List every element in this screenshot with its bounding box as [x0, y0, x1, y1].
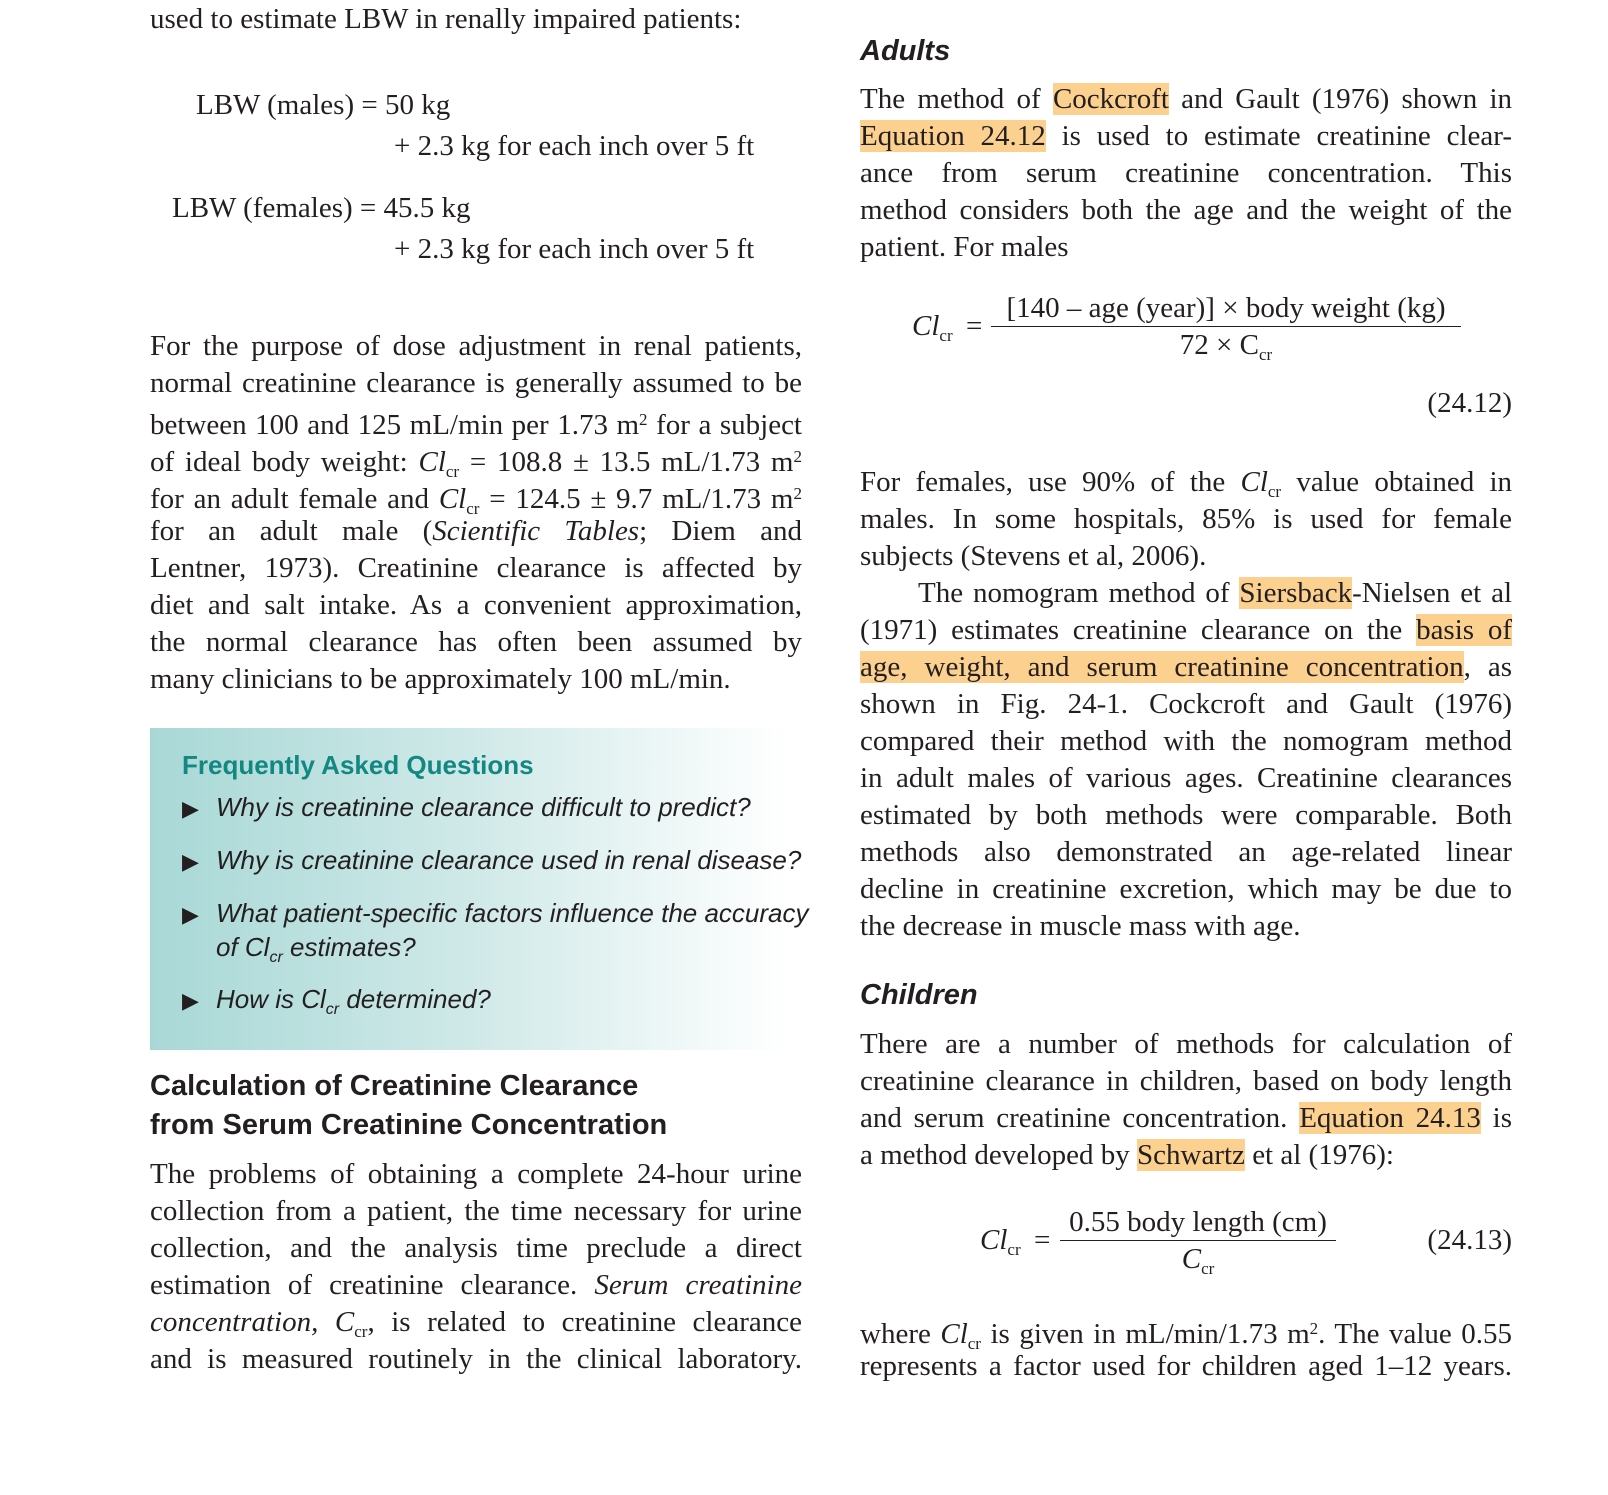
faq-box	[150, 728, 809, 1050]
lbw-females-equation: LBW (females) = 45.5 kg	[172, 192, 471, 224]
faq-question: ▶ What patient-specific factors influence the accuracy	[182, 896, 809, 932]
intro-line: used to estimate LBW in renally impaired patients:	[150, 3, 742, 35]
faq-question: ▶ How is $Cl_{cr}$ determined?	[182, 984, 491, 1018]
section-heading: from Serum Creatinine Concentration	[150, 1109, 668, 1141]
triangle-bullet-icon: ▶	[182, 849, 199, 874]
highlight: basis of	[1416, 614, 1512, 646]
section-heading: Calculation of Creatinine Clearance	[150, 1070, 639, 1102]
highlight: Siersback	[1239, 577, 1353, 609]
highlight: Cockcroft	[1052, 83, 1169, 115]
faq-question: ▶ Why is creatinine clearance difficult to predict?	[182, 790, 751, 826]
triangle-bullet-icon: ▶	[182, 902, 199, 927]
faq-question: ▶ Why is creatinine clearance used in renal disease?	[182, 843, 801, 879]
highlight: Equation 24.12	[860, 120, 1046, 152]
faq-question-continuation: of $Cl_{cr}$ estimates?	[216, 932, 416, 966]
equation-number: (24.13)	[1427, 1224, 1512, 1256]
lbw-males-addition: + 2.3 kg for each inch over 5 ft	[394, 130, 755, 162]
lbw-males-equation: LBW (males) = 50 kg	[196, 89, 451, 121]
highlight: Equation 24.13	[1299, 1102, 1481, 1134]
lbw-females-addition: + 2.3 kg for each inch over 5 ft	[394, 233, 755, 265]
children-heading: Children	[860, 979, 978, 1011]
triangle-bullet-icon: ▶	[182, 988, 199, 1013]
triangle-bullet-icon: ▶	[182, 796, 199, 821]
highlight: age, weight, and serum creatinine concentration	[860, 651, 1464, 683]
equation-number: (24.12)	[1427, 387, 1512, 419]
highlight: Schwartz	[1137, 1139, 1245, 1171]
adults-heading: Adults	[860, 35, 951, 67]
faq-title: Frequently Asked Questions	[182, 750, 534, 780]
